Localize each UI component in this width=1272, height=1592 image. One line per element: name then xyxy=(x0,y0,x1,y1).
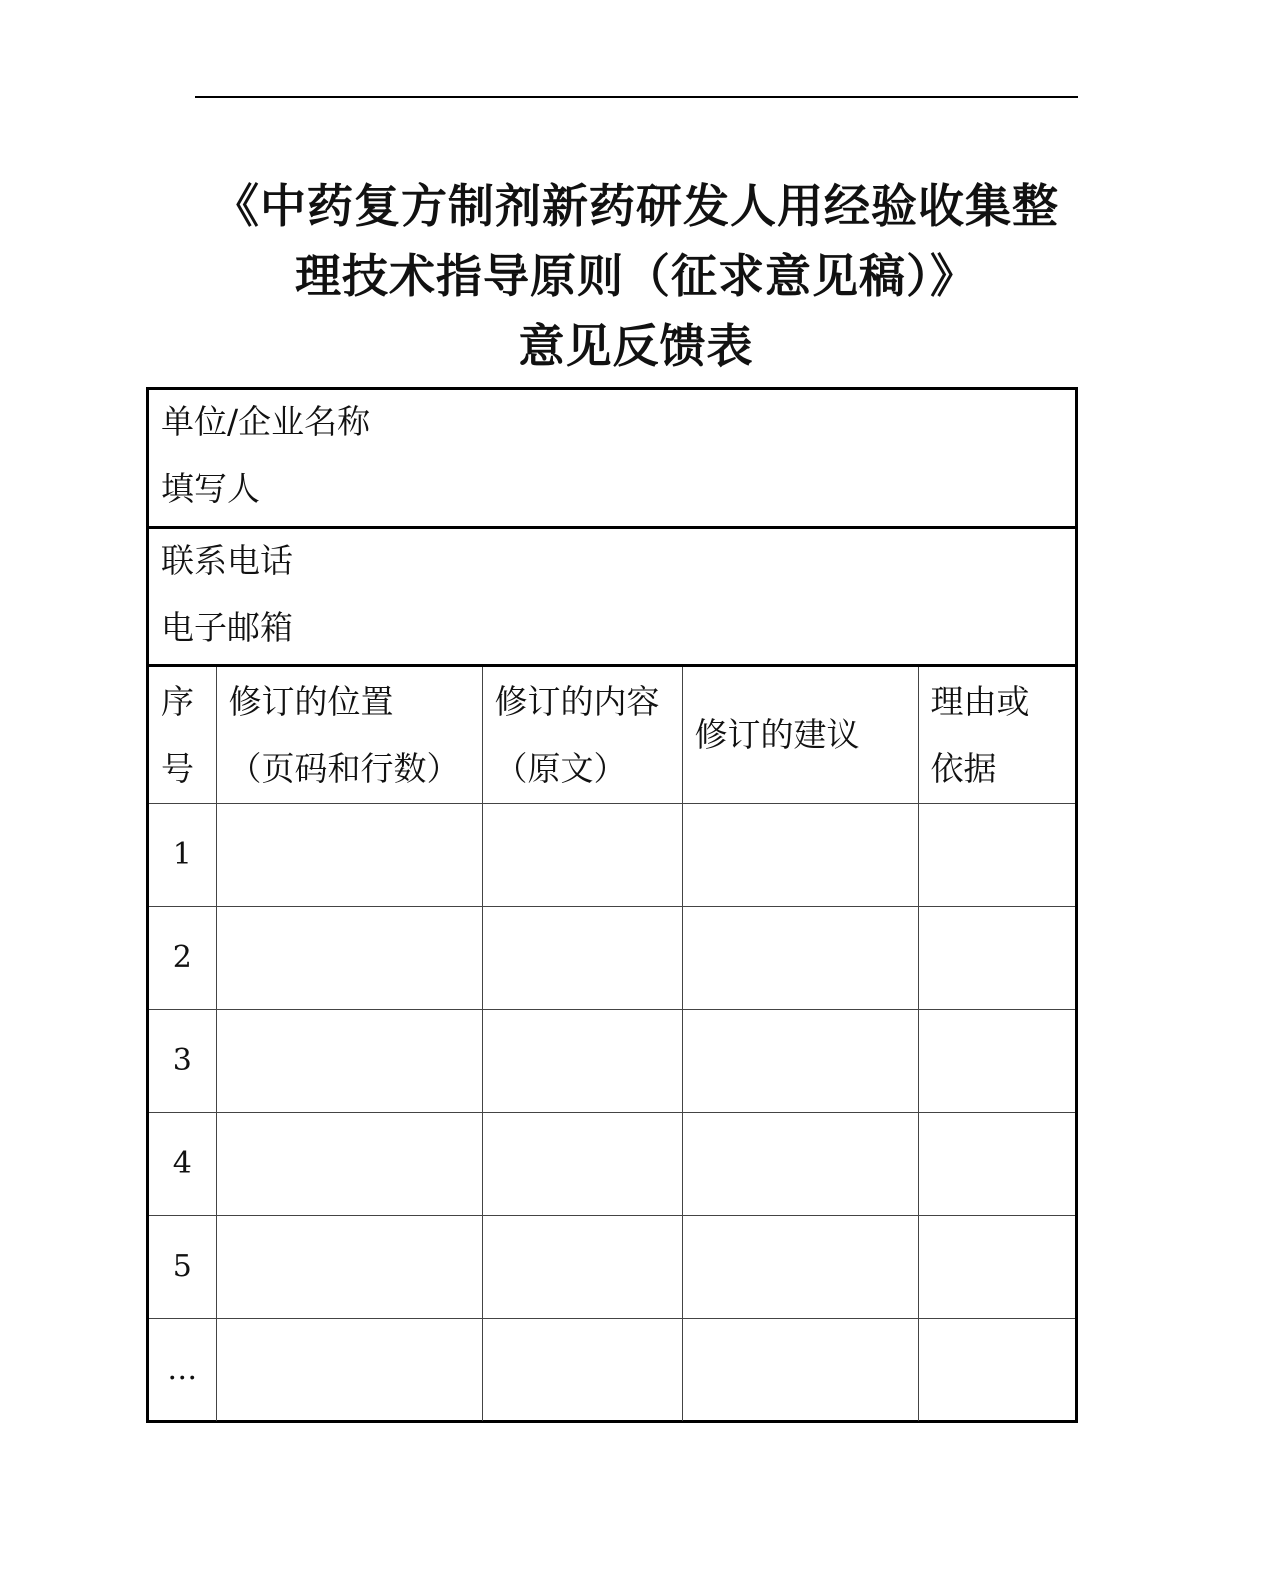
header-reason-line-2: 依据 xyxy=(930,748,997,788)
reason-cell[interactable] xyxy=(918,1318,1075,1421)
suggestion-cell[interactable] xyxy=(682,803,918,906)
organization-block xyxy=(149,390,1075,529)
table-row xyxy=(149,1112,1075,1215)
header-rule xyxy=(195,96,1078,98)
suggestion-cell[interactable] xyxy=(682,1112,918,1215)
header-suggestion-line-1: 修订的建议 xyxy=(694,714,860,754)
content-cell[interactable] xyxy=(482,906,682,1009)
position-cell[interactable] xyxy=(216,906,482,1009)
phone-label[interactable]: 联系电话 xyxy=(161,541,293,580)
header-suggestion xyxy=(682,667,918,803)
content-cell[interactable] xyxy=(482,1009,682,1112)
header-seq-line-1: 序 xyxy=(161,681,194,721)
reason-cell[interactable] xyxy=(918,1215,1075,1318)
header-content-line-1: 修订的内容 xyxy=(494,681,660,721)
feedback-form xyxy=(146,387,1078,1423)
header-position-line-1: 修订的位置 xyxy=(228,681,394,721)
header-seq xyxy=(149,667,216,803)
position-cell[interactable] xyxy=(216,1318,482,1421)
row-index: 1 xyxy=(149,803,216,906)
table-row xyxy=(149,1009,1075,1112)
suggestion-cell[interactable] xyxy=(682,906,918,1009)
table-row xyxy=(149,803,1075,906)
reason-cell[interactable] xyxy=(918,1112,1075,1215)
row-index: 3 xyxy=(149,1009,216,1112)
reason-cell[interactable] xyxy=(918,906,1075,1009)
filler-name-label[interactable]: 填写人 xyxy=(161,469,260,508)
reason-cell[interactable] xyxy=(918,1009,1075,1112)
table-row xyxy=(149,906,1075,1009)
header-content xyxy=(482,667,682,803)
row-index: 2 xyxy=(149,906,216,1009)
reason-cell[interactable] xyxy=(918,803,1075,906)
suggestion-cell[interactable] xyxy=(682,1318,918,1421)
position-cell[interactable] xyxy=(216,1009,482,1112)
header-position xyxy=(216,667,482,803)
email-label[interactable]: 电子邮箱 xyxy=(161,608,293,647)
position-cell[interactable] xyxy=(216,1112,482,1215)
contact-block xyxy=(149,529,1075,667)
header-position-line-2: （页码和行数） xyxy=(228,748,460,788)
suggestion-cell[interactable] xyxy=(682,1009,918,1112)
row-index: 4 xyxy=(149,1112,216,1215)
content-cell[interactable] xyxy=(482,1318,682,1421)
row-index: 5 xyxy=(149,1215,216,1318)
suggestion-cell[interactable] xyxy=(682,1215,918,1318)
table-header-row xyxy=(149,667,1075,803)
revision-table xyxy=(149,667,1075,1421)
document-title-line-2: 理技术指导原则（征求意见稿）》 xyxy=(295,249,977,303)
organization-name-label[interactable]: 单位/企业名称 xyxy=(161,402,371,441)
header-reason-line-1: 理由或 xyxy=(930,681,1030,721)
position-cell[interactable] xyxy=(216,1215,482,1318)
content-cell[interactable] xyxy=(482,1215,682,1318)
header-content-line-2: （原文） xyxy=(494,748,627,788)
table-row xyxy=(149,1215,1075,1318)
table-row xyxy=(149,1318,1075,1421)
position-cell[interactable] xyxy=(216,803,482,906)
header-reason xyxy=(918,667,1075,803)
row-index: … xyxy=(149,1318,216,1421)
document-title-line-1: 《中药复方制剂新药研发人用经验收集整 xyxy=(213,179,1059,233)
content-cell[interactable] xyxy=(482,1112,682,1215)
content-cell[interactable] xyxy=(482,803,682,906)
header-seq-line-2: 号 xyxy=(161,748,194,788)
document-title-line-3: 意见反馈表 xyxy=(518,319,754,373)
